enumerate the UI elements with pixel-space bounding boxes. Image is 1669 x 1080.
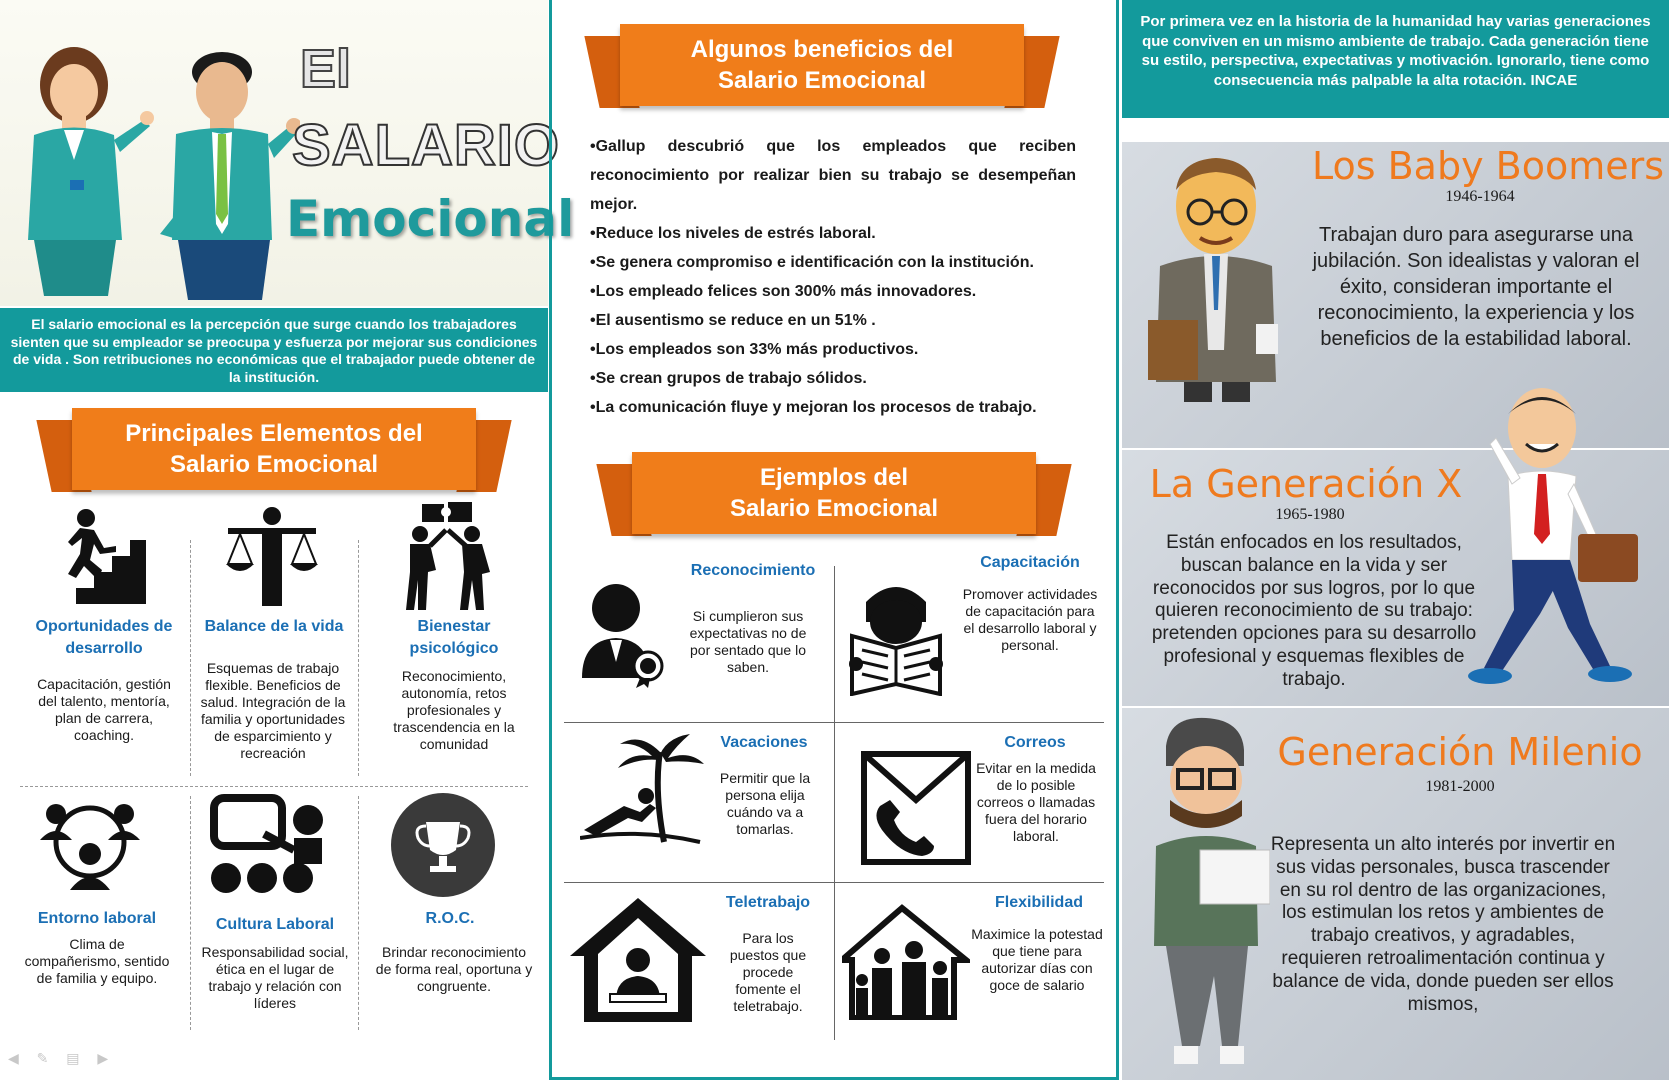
intro-box: [0, 308, 548, 392]
beach-icon: [580, 730, 704, 846]
benefits-list: [590, 132, 1076, 422]
benefit-item: •Se genera compromiso e identificación con la institución.: [590, 254, 1034, 271]
example-title: Reconocimiento: [690, 562, 816, 579]
benefit-item: •Reduce los niveles de estrés laboral.: [590, 225, 876, 242]
benefits-banner: [592, 24, 1052, 116]
element-title: Bienestar psicológico: [409, 618, 499, 658]
example-title: Vacaciones: [720, 734, 808, 751]
elements-banner: [44, 408, 504, 500]
elements-divider: [190, 540, 191, 776]
prev-arrow-icon[interactable]: ◀: [8, 1050, 19, 1066]
reading-person-icon: [846, 578, 946, 696]
mail-phone-icon: [860, 750, 972, 866]
benefit-item: •La comunicación fluye y mejoran los procesos de trabajo.: [590, 399, 1037, 416]
examples-banner: [604, 452, 1064, 544]
example-desc: Para los puestos que procede fomente el teletrabajo.: [729, 930, 807, 1015]
example-desc: Si cumplieron sus expectativas no de por sentado que lo saben.: [689, 608, 807, 676]
hero-title-el: El: [300, 39, 352, 99]
examples-divider: [564, 722, 1104, 723]
family-home-icon: [842, 904, 970, 1020]
businessman-illustration: [140, 34, 300, 300]
generation-years: 1965-1980: [1275, 506, 1345, 523]
element-title: Balance de la vida: [204, 618, 344, 635]
example-desc: Permitir que la persona elija cuándo va a tomarlas.: [719, 770, 811, 838]
menu-icon[interactable]: ▤: [66, 1050, 80, 1066]
intro-text: El salario emocional es la percepción que surge cuando los trabajadores sienten que su empleador se preocupa y esfuerza por mejorar sus condiciones de vida . Son retribuciones no económicas que el trabajador puede obtener de la institución.: [10, 316, 538, 385]
elements-divider: [190, 796, 191, 1030]
generation-name: La Generación X: [1149, 462, 1463, 506]
generation-years: 1981-2000: [1425, 778, 1495, 795]
team-circle-icon: [40, 792, 140, 892]
element-desc: Capacitación, gestión del talento, mentoría, plan de carrera, coaching.: [37, 676, 171, 744]
example-title: Capacitación: [980, 554, 1080, 571]
generation-years: 1946-1964: [1445, 188, 1515, 205]
examples-banner-line2: Salario Emocional: [729, 495, 939, 522]
trophy-icon: [390, 792, 496, 898]
generation-x-illustration: [1460, 384, 1640, 690]
generation-name: Generación Milenio: [1277, 730, 1643, 774]
elements-divider: [358, 540, 359, 776]
award-person-icon: [578, 582, 668, 688]
generation-desc: Están enfocados en los resultados, buscan balance en la vida y ser reconocidos por sus logros, por lo que quieren reconocimiento de su trabajo: pretenden opciones para su desarrollo profesional y esquemas flexibles de trabajo.: [1151, 532, 1477, 690]
hero-title-emocional: Emocional: [286, 190, 575, 248]
hero-section: [0, 0, 575, 306]
generation-name: Los Baby Boomers: [1311, 144, 1665, 188]
benefit-item: •Los empleados son 33% más productivos.: [590, 341, 919, 358]
balance-scale-icon: [226, 506, 318, 608]
elements-banner-line2: Salario Emocional: [169, 451, 379, 478]
benefit-item: •Se crean grupos de trabajo sólidos.: [590, 370, 867, 387]
businesswoman-illustration: [4, 40, 154, 296]
examples-divider: [834, 566, 835, 1040]
generation-desc: Representa un alto interés por invertir en sus vidas personales, busca trascender en su rol dentro de las organizaciones, los estimulan los retos y ambientes de trabajo creativos, y agradables, requieren retroalimentación continua y balance de vida, donde pueden ser ellos mismos,: [1270, 834, 1616, 1015]
example-desc: Evitar en la medida de lo posible correos o llamadas fuera del horario laboral.: [976, 760, 1096, 845]
element-title: Cultura Laboral: [215, 916, 335, 933]
example-title: Teletrabajo: [725, 894, 811, 911]
baby-boomer-illustration: [1144, 150, 1294, 406]
element-desc: Reconocimiento, autonomía, retos profesionales y trascendencia en la comunidad: [393, 668, 515, 753]
generation-desc: Trabajan duro para asegurarse una jubilación. Son idealistas y valoran el éxito, consideran importante el reconocimiento, la experiencia y los beneficios de la estabilidad laboral.: [1312, 224, 1640, 350]
elements-divider: [20, 786, 528, 787]
hero-title-salario: SALARIO: [292, 113, 560, 178]
example-desc: Maximice la potestad que tiene para autorizar días con goce de salario: [971, 926, 1103, 994]
element-desc: Responsabilidad social, ética en el lugar de trabajo y relación con líderes: [201, 944, 349, 1012]
element-desc: Clima de compañerismo, sentido de familia y equipo.: [24, 936, 170, 987]
benefits-banner-line2: Salario Emocional: [717, 67, 927, 94]
elements-banner-line1: Principales Elementos del: [125, 419, 423, 447]
examples-divider: [564, 882, 1104, 883]
benefits-banner-line1: Algunos beneficios del: [690, 35, 954, 63]
generations-intro-box: [1122, 0, 1669, 118]
pen-icon[interactable]: ✎: [36, 1050, 49, 1066]
examples-banner-line1: Ejemplos del: [759, 463, 909, 491]
example-title: Correos: [1004, 734, 1066, 751]
puzzle-people-icon: [402, 500, 494, 612]
element-title: Oportunidades de desarrollo: [35, 618, 173, 658]
element-desc: Esquemas de trabajo flexible. Beneficios de salud. Integración de la familia y oportunidades de esparcimiento y recreación: [200, 660, 346, 762]
stairs-climber-icon: [46, 508, 150, 608]
element-title: Entorno laboral: [37, 910, 157, 927]
elements-divider: [358, 796, 359, 1030]
benefit-item: •Los empleado felices son 300% más innovadores.: [590, 283, 977, 300]
benefit-item: •El ausentismo se reduce en un 51% .: [590, 312, 876, 329]
element-title: R.O.C.: [425, 910, 475, 927]
element-desc: Brindar reconocimiento de forma real, oportuna y congruente.: [375, 944, 533, 995]
example-title: Flexibilidad: [994, 894, 1083, 911]
example-desc: Promover actividades de capacitación para el desarrollo laboral y personal.: [962, 586, 1098, 654]
home-laptop-icon: [566, 894, 710, 1026]
benefit-item: •Gallup descubrió que los empleados que reciben reconocimiento por realizar bien su trabajo se desempeñan mejor.: [590, 138, 1076, 213]
generations-intro-text: Por primera vez en la historia de la humanidad hay varias generaciones que conviven en un mismo ambiente de trabajo. Cada generación tiene su estilo, perspectiva, expectativas y motivación. Ignorarlo, tiene como consecuencia más palpable la alta rotación. INCAE: [1140, 13, 1651, 89]
next-arrow-icon[interactable]: ▶: [97, 1050, 109, 1066]
meeting-icon: [210, 794, 330, 896]
millennial-illustration: [1130, 716, 1270, 1070]
slide-nav[interactable]: [8, 1050, 108, 1067]
